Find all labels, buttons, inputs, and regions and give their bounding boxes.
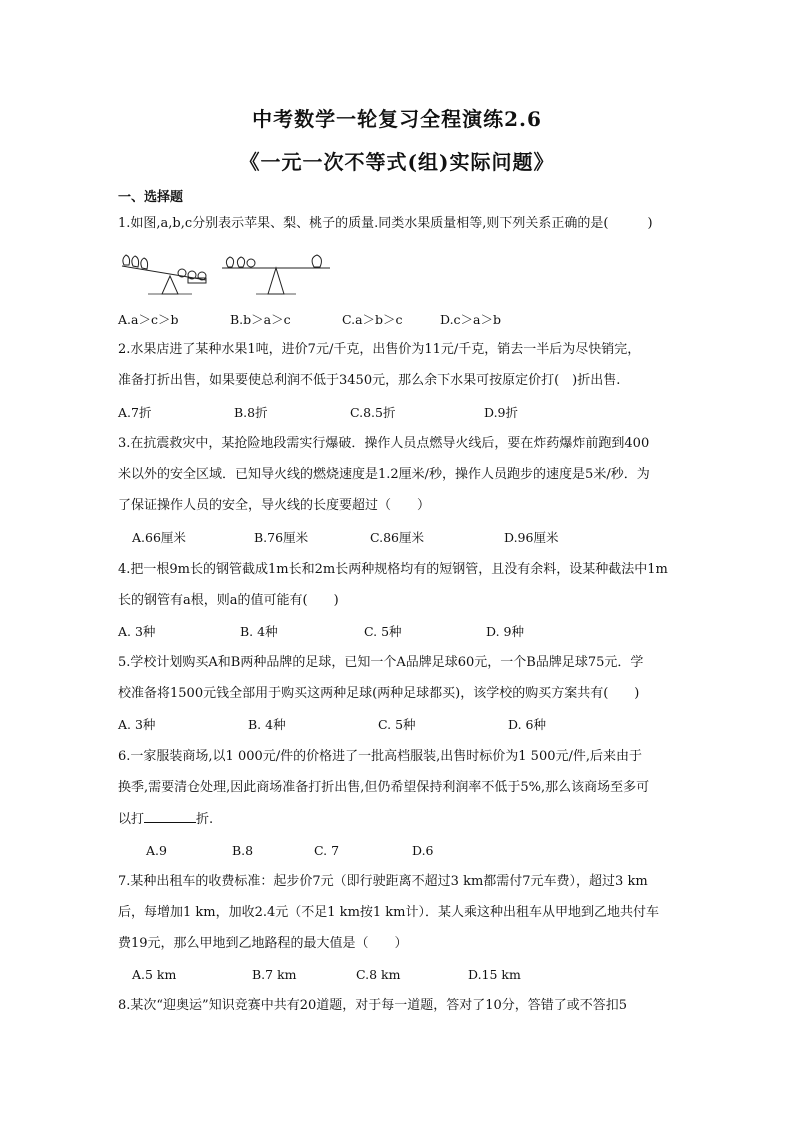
- option-d: D.c＞a＞b: [440, 312, 502, 327]
- answer-blank[interactable]: [144, 810, 196, 823]
- question-7-text-cont: 后，每增加1 km，加收2.4元（不足1 km按1 km计）．某人乘这种出租车从甲地到乙地共付车: [118, 905, 659, 920]
- question-3-text: 3.在抗震救灾中，某抢险地段需实行爆破．操作人员点燃导火线后，要在炸药爆炸前跑到400: [118, 436, 650, 451]
- option-c: C. 5种: [378, 717, 416, 732]
- question-4-text: 4.把一根9m长的钢管截成1m长和2m长两种规格均有的短钢管，且没有余料，设某种截法中1m: [118, 562, 668, 577]
- question-6-text-cont: 换季,需要清仓处理,因此商场准备打折出售,但仍希望保持利润率不低于5%,那么该商场至多可: [118, 780, 650, 795]
- question-7-text: 7.某种出租车的收费标准：起步价7元（即行驶距离不超过3 km都需付7元车费），超过3 km: [118, 874, 648, 889]
- question-1-options: [118, 311, 678, 329]
- option-b: B.b＞a＞c: [230, 312, 291, 327]
- question-6-options: [146, 842, 706, 860]
- option-d: D. 6种: [508, 717, 546, 732]
- question-2-text: 2.水果店进了某种水果1吨，进价7元/千克，出售价为11元/千克，销去一半后为尽快销完，: [118, 342, 641, 357]
- seesaw-balance-icon: [122, 255, 206, 294]
- option-d: D. 9种: [486, 624, 524, 639]
- question-6-text-cont2: [118, 810, 213, 829]
- option-a: A. 3种: [118, 717, 156, 732]
- option-b: B.7 km: [252, 967, 297, 982]
- question-5-text: 5.学校计划购买A和B两种品牌的足球，已知一个A品牌足球60元，一个B品牌足球75元．学: [118, 655, 644, 670]
- option-a: A.a＞c＞b: [118, 312, 179, 327]
- option-b: B. 4种: [240, 624, 278, 639]
- option-c: C. 7: [314, 843, 340, 858]
- option-a: A.66厘米: [132, 530, 186, 545]
- page-title: 中考数学一轮复习全程演练2.6: [252, 107, 542, 131]
- question-7-text-cont2: 费19元，那么甲地到乙地路程的最大值是（ ）: [118, 936, 408, 951]
- question-6-text-after-blank: 折.: [196, 812, 214, 827]
- question-3-options: [132, 529, 692, 547]
- option-c: C.8.5折: [350, 405, 396, 420]
- page-subtitle: 《一元一次不等式(组)实际问题》: [239, 150, 555, 174]
- question-1-text: 1.如图,a,b,c分别表示苹果、梨、桃子的质量.同类水果质量相等,则下列关系正确的是( ): [118, 216, 653, 231]
- balance-scale-figure: [118, 248, 333, 300]
- question-6-text-before-blank: 以打: [118, 812, 145, 827]
- option-a: A.7折: [118, 405, 152, 420]
- question-5-options: [118, 716, 678, 734]
- option-d: D.15 km: [468, 967, 521, 982]
- section-heading: 一、选择题: [118, 190, 184, 205]
- option-d: D.96厘米: [504, 530, 559, 545]
- option-c: C.8 km: [356, 967, 401, 982]
- seesaw-balance-icon: [222, 255, 330, 294]
- option-b: B.8: [232, 843, 254, 858]
- question-7-options: [132, 966, 692, 984]
- option-a: A.5 km: [132, 967, 177, 982]
- option-c: C.a＞b＞c: [342, 312, 403, 327]
- option-d: D.6: [412, 843, 434, 858]
- question-3-text-cont: 米以外的安全区域．已知导火线的燃烧速度是1.2厘米/秒，操作人员跑步的速度是5米/秒．为: [118, 467, 650, 482]
- option-b: B.76厘米: [254, 530, 309, 545]
- question-4-options: [118, 623, 678, 641]
- question-5-text-cont: 校准备将1500元钱全部用于购买这两种足球(两种足球都买)，该学校的购买方案共有( ): [118, 686, 640, 701]
- option-a: A. 3种: [118, 624, 156, 639]
- option-b: B.8折: [234, 405, 268, 420]
- question-8-text: 8.某次“迎奥运”知识竞赛中共有20道题，对于每一道题，答对了10分，答错了或不答扣5: [118, 998, 628, 1013]
- question-6-text: 6.一家服装商场,以1 000元/件的价格进了一批高档服装,出售时标价为1 500元/件,后来由于: [118, 749, 642, 764]
- option-b: B. 4种: [248, 717, 286, 732]
- option-a: A.9: [146, 843, 167, 858]
- question-2-options: [118, 404, 678, 422]
- option-c: C.86厘米: [370, 530, 424, 545]
- option-d: D.9折: [484, 405, 519, 420]
- question-4-text-cont: 长的钢管有a根，则a的值可能有( ): [118, 593, 339, 608]
- question-2-text-cont: 准备打折出售，如果要使总利润不低于3450元，那么余下水果可按原定价打( )折出售.: [118, 373, 621, 388]
- question-3-text-cont2: 了保证操作人员的安全，导火线的长度要超过（ ）: [118, 498, 431, 513]
- option-c: C. 5种: [364, 624, 402, 639]
